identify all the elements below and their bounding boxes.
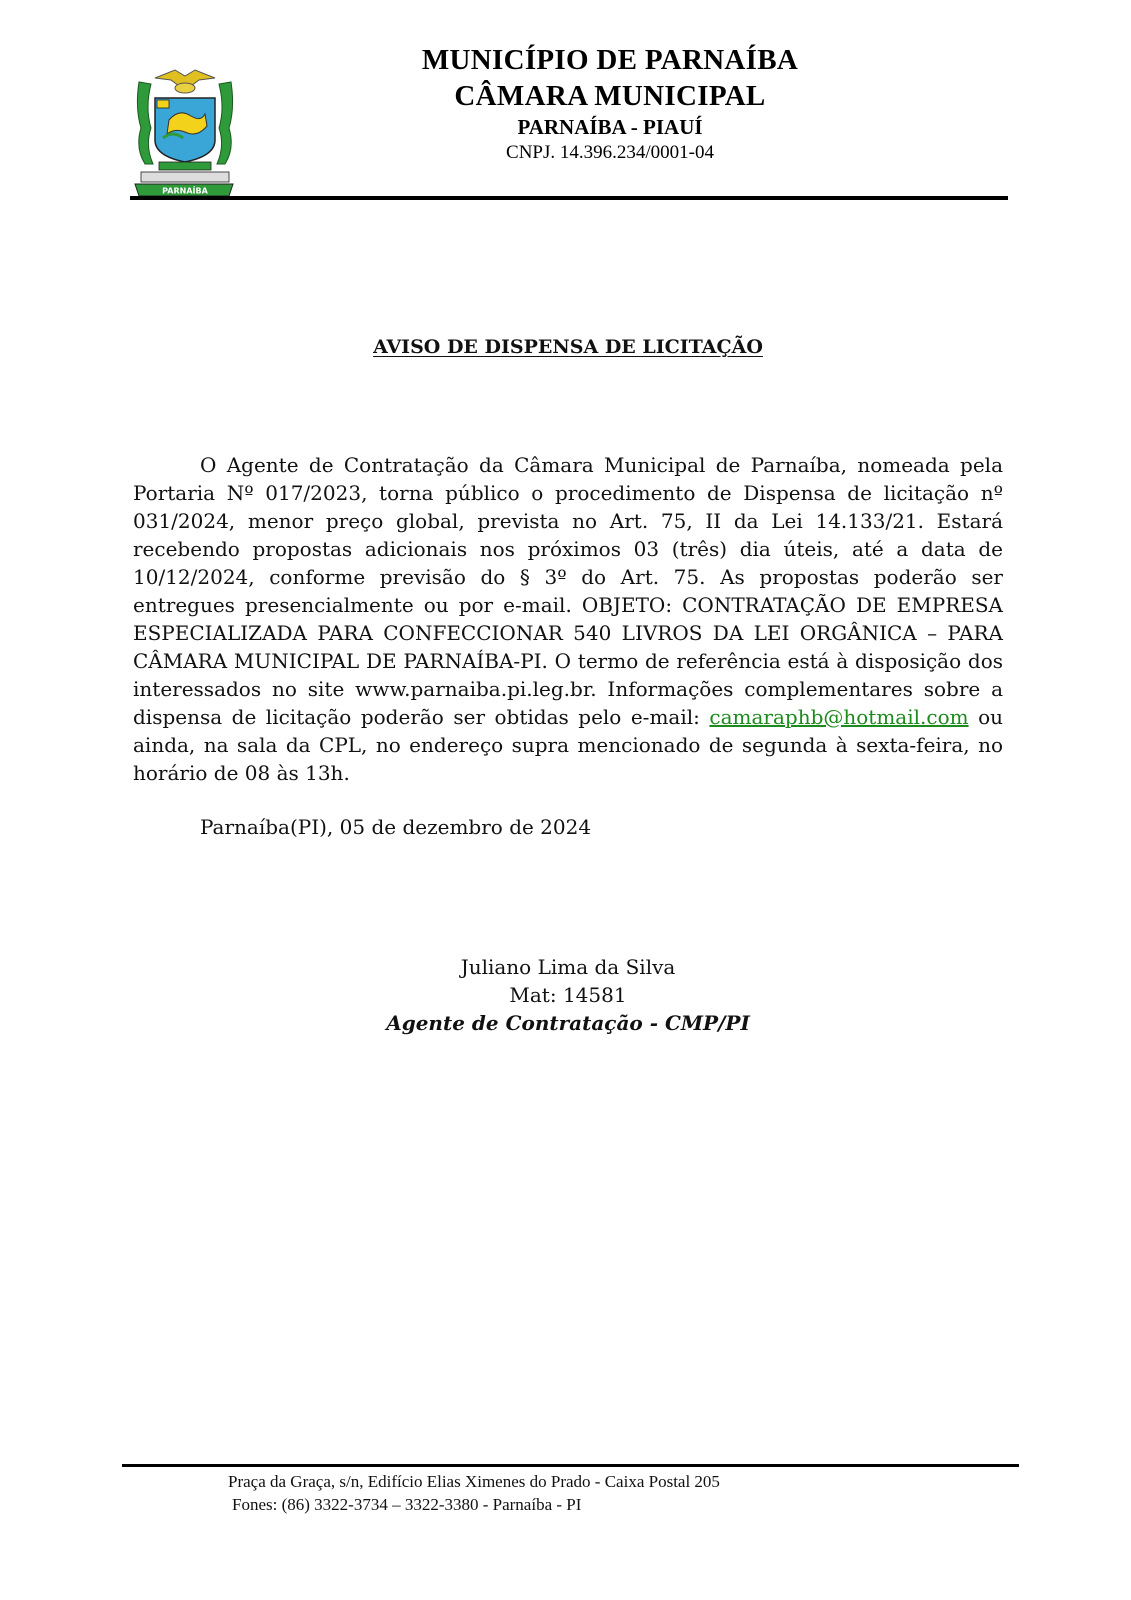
signatory-name: Juliano Lima da Silva: [460, 955, 676, 979]
notice-body-text: O Agente de Contratação da Câmara Municipal de Parnaíba, nomeada pela Portaria Nº 017/2023, torna público o procedimento de Dispensa de licitação nº 031/2024, menor preço global, prevista no Art. 75, II da Lei 14.133/21. Estará recebendo propostas adicionais nos próximos 03 (três) dia úteis, até a data de 10/12/2024, conforme previsão do § 3º do Art. 75. As propostas poderão ser entregues presencialmente ou por e-mail. OBJETO: CONTRATAÇÃO DE EMPRESA ESPECIALIZADA PARA CONFECCIONAR 540 LIVROS DA LEI ORGÂNICA – PARA CÂMARA MUNICIPAL DE PARNAÍBA-PI. O termo de referência está à disposição dos interessados no site www.parnaiba.pi.leg.br. Informações complementares sobre a dispensa de licitação poderão ser obtidas pelo e-mail:: [133, 453, 1003, 729]
email-link[interactable]: camaraphb@hotmail.com: [709, 705, 969, 729]
date-line: Parnaíba(PI), 05 de dezembro de 2024: [200, 815, 592, 839]
coat-of-arms-logo: [133, 68, 237, 196]
footer-phones: Fones: (86) 3322-3734 – 3322-3380 - Parnaíba - PI: [232, 1495, 582, 1514]
signatory-role: Agente de Contratação - CMP/PI: [386, 1011, 750, 1035]
footer-divider: [122, 1464, 1019, 1467]
document-title: AVISO DE DISPENSA DE LICITAÇÃO: [373, 336, 763, 358]
header-municipality: MUNICÍPIO DE PARNAÍBA: [421, 44, 799, 76]
header-divider: [130, 196, 1008, 200]
header-chamber: CÂMARA MUNICIPAL: [454, 80, 766, 112]
notice-body: [133, 451, 1003, 787]
logo-banner-text: PARNAÍBA: [162, 186, 208, 196]
notice-body-text-end: ou ainda, na sala da CPL, no endereço supra mencionado de segunda à sexta-feira, no horário de 08 às 13h.: [133, 705, 1004, 785]
header-city-state: PARNAÍBA - PIAUÍ: [517, 115, 703, 139]
signatory-registration: Mat: 14581: [509, 983, 627, 1007]
footer-address: Praça da Graça, s/n, Edifício Elias Ximenes do Prado - Caixa Postal 205: [228, 1472, 720, 1491]
header-cnpj: CNPJ. 14.396.234/0001-04: [506, 142, 714, 163]
